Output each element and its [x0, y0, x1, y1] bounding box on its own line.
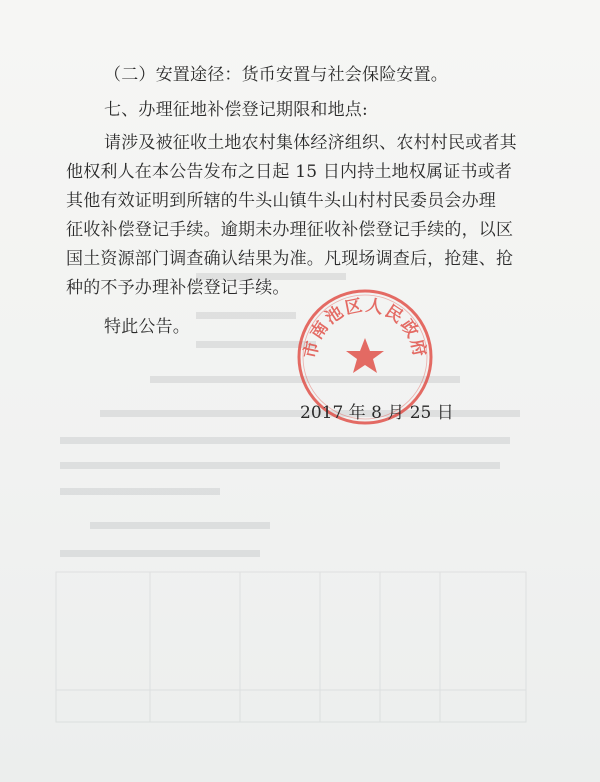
section-seven-heading: 七、办理征地补偿登记期限和地点: — [104, 100, 368, 120]
body-line-4: 征收补偿登记手续。逾期未办理征收补偿登记手续的，以区 — [66, 220, 514, 240]
body-line-6: 种的不予办理补偿登记手续。 — [66, 278, 290, 298]
body-line-5: 国土资源部门调查确认结果为准。凡现场调查后，抢建、抢 — [66, 249, 514, 269]
body-line-2: 他权利人在本公告发布之日起 15 日内持土地权属证书或者 — [66, 162, 513, 182]
seal-text: 市南池区人民政府 — [300, 295, 430, 361]
placement-method-line: （二）安置途径：货币安置与社会保险安置。 — [104, 65, 448, 85]
issue-date: 2017 年 8 月 25 日 — [300, 403, 454, 423]
closing-line: 特此公告。 — [104, 317, 190, 337]
body-line-3: 其他有效证明到所辖的牛头山镇牛头山村村民委员会办理 — [66, 191, 496, 211]
body-line-1: 请涉及被征收土地农村集体经济组织、农村村民或者其 — [104, 133, 517, 153]
